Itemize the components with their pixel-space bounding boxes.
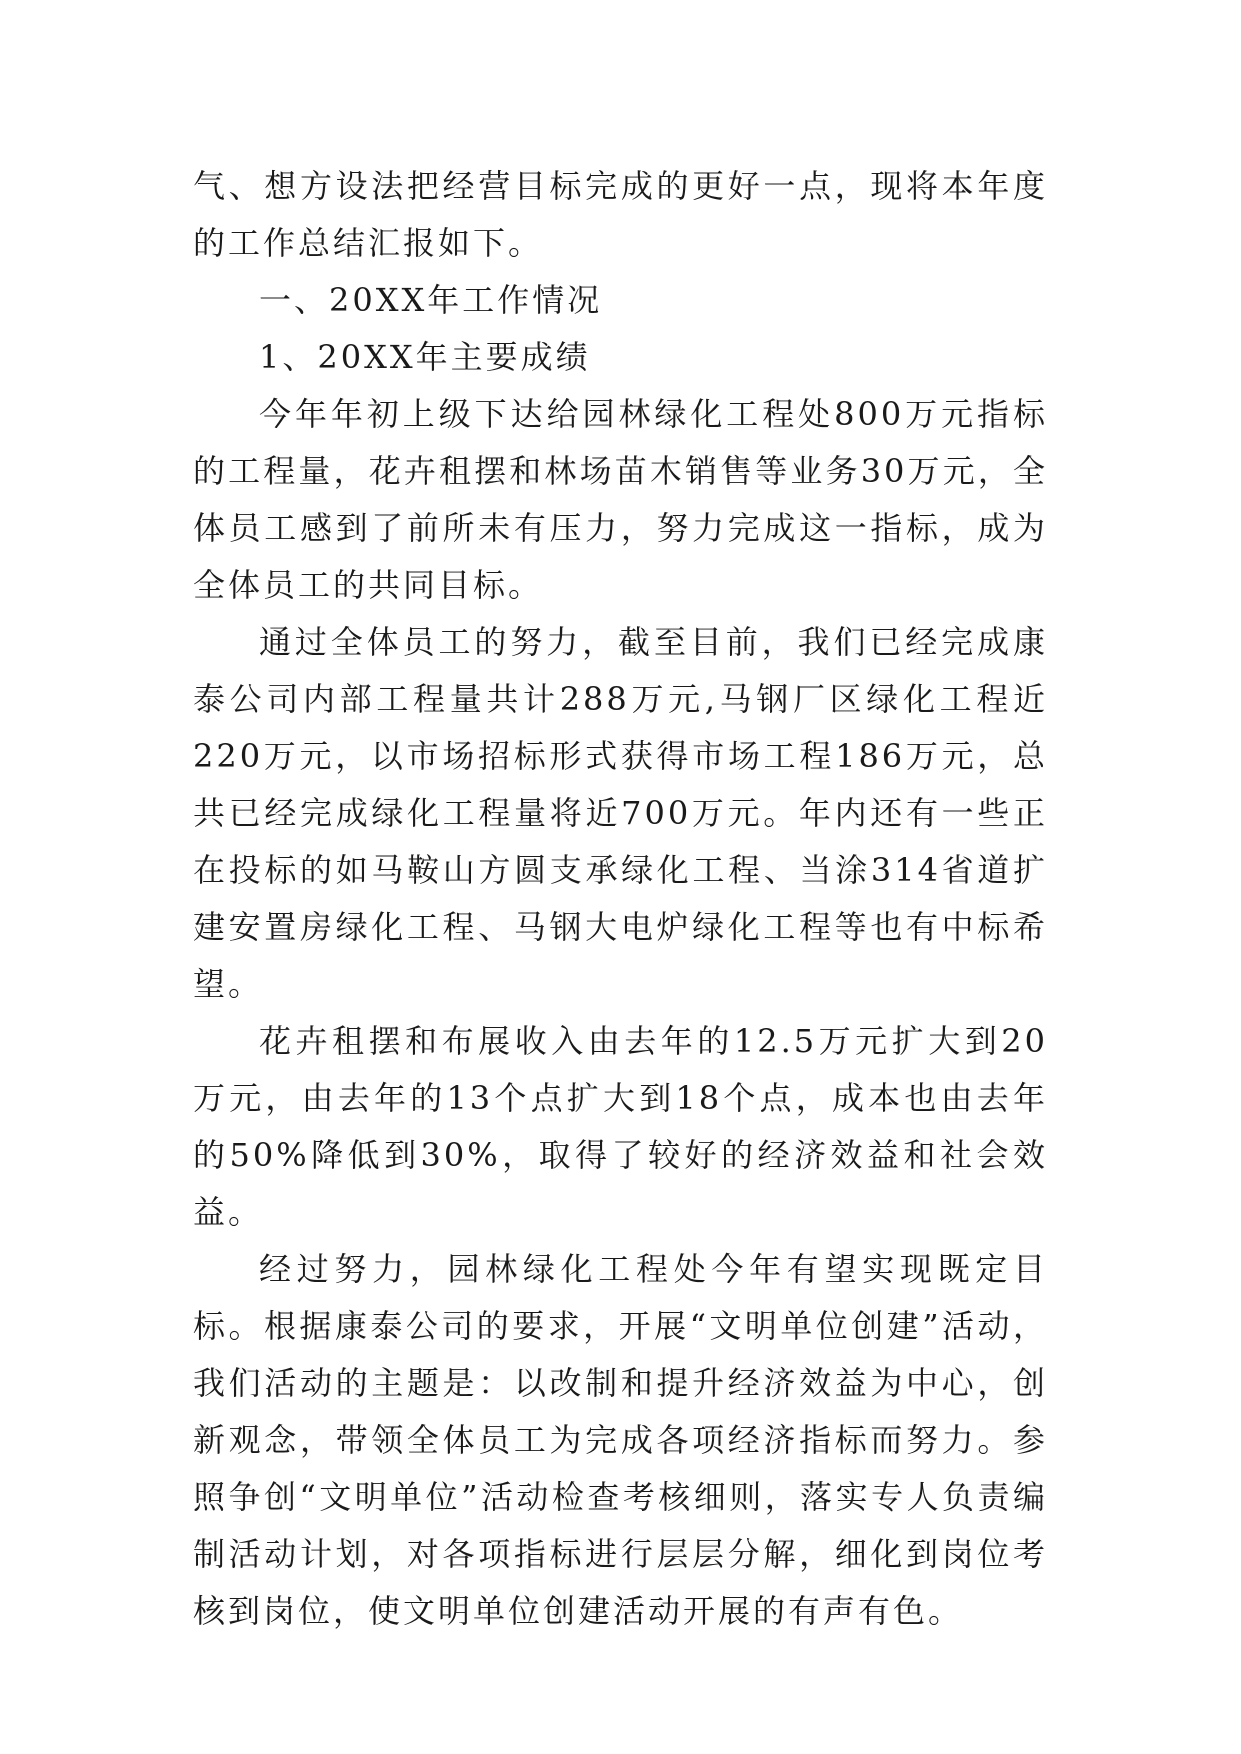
paragraph-flower-rental: 花卉租摆和布展收入由去年的12.5万元扩大到20万元，由去年的13个点扩大到18个点，成本也由去年的50%降低到30%，取得了较好的经济效益和社会效益。 [193,1022,1048,1231]
paragraph-completed-projects: 通过全体员工的努力，截至目前，我们已经完成康泰公司内部工程量共计288万元,马钢厂区绿化工程近220万元，以市场招标形式获得市场工程186万元，总共已经完成绿化工程量将近700万元。年内还有一些正在投标的如马鞍山方圆支承绿化工程、当涂314省道扩建安置房绿化工程、马钢大电炉绿化工程等也有中标希望。 [193,623,1048,1003]
document-body [193,158,1048,1640]
section-heading-work-status: 一、20XX年工作情况 [259,281,603,319]
paragraph-intro-continuation: 气、想方设法把经营目标完成的更好一点，现将本年度的工作总结汇报如下。 [193,167,1048,262]
paragraph-civilized-unit: 经过努力，园林绿化工程处今年有望实现既定目标。根据康泰公司的要求，开展“文明单位创建”活动，我们活动的主题是：以改制和提升经济效益为中心，创新观念，带领全体员工为完成各项经济指标而努力。参照争创“文明单位”活动检查考核细则，落实专人负责编制活动计划，对各项指标进行层层分解，细化到岗位考核到岗位，使文明单位创建活动开展的有声有色。 [193,1250,1048,1630]
paragraph-annual-targets: 今年年初上级下达给园林绿化工程处800万元指标的工程量，花卉租摆和林场苗木销售等业务30万元，全体员工感到了前所未有压力，努力完成这一指标，成为全体员工的共同目标。 [193,395,1048,604]
subsection-heading-achievements: 1、20XX年主要成绩 [259,338,591,376]
